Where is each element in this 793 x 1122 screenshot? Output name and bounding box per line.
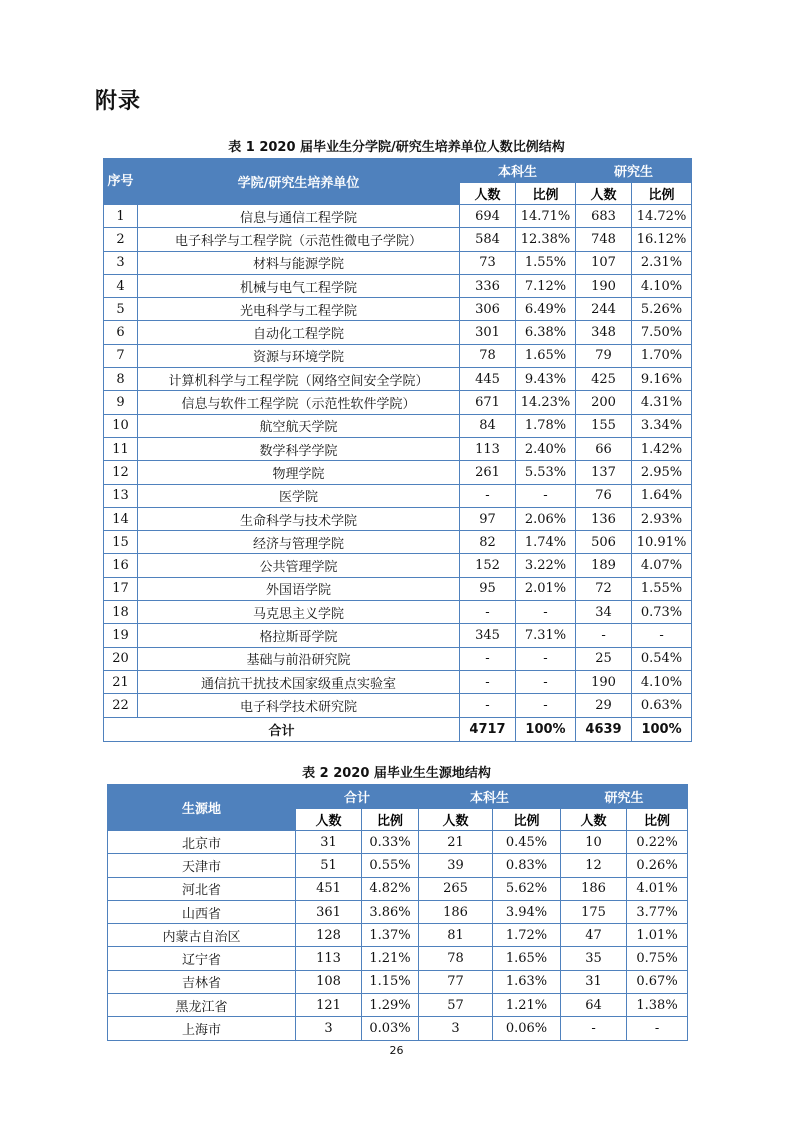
grad-count: 34	[576, 601, 632, 624]
grad-ratio: 1.55%	[632, 577, 692, 600]
ug-count: 81	[419, 924, 493, 947]
table-row	[104, 694, 692, 717]
table-row	[104, 461, 692, 484]
ug-ratio: 6.49%	[516, 298, 576, 321]
grad-ratio: -	[632, 624, 692, 647]
college-name: 经济与管理学院	[138, 531, 460, 554]
table2-caption: 表 2 2020 届毕业生生源地结构	[302, 766, 491, 781]
ug-ratio: 2.40%	[516, 437, 576, 460]
grad-ratio: 3.34%	[632, 414, 692, 437]
ug-ratio: 7.31%	[516, 624, 576, 647]
ug-ratio: 7.12%	[516, 274, 576, 297]
header-g-ratio: 比例	[632, 183, 692, 205]
grad-count: 200	[576, 391, 632, 414]
grad-ratio: 14.72%	[632, 205, 692, 228]
total-ratio: 1.21%	[362, 947, 419, 970]
table-row	[104, 344, 692, 367]
total-ratio: 1.29%	[362, 994, 419, 1017]
ug-ratio: 9.43%	[516, 368, 576, 391]
ug-count: 694	[460, 205, 516, 228]
grad-ratio: 9.16%	[632, 368, 692, 391]
grad-count: 155	[576, 414, 632, 437]
ug-count: 186	[419, 900, 493, 923]
grad-ratio: 4.10%	[632, 670, 692, 693]
grad-ratio: 0.22%	[627, 831, 688, 854]
row-index: 9	[104, 391, 138, 414]
grad-count: 72	[576, 577, 632, 600]
ug-ratio: 3.22%	[516, 554, 576, 577]
grad-count: 190	[576, 670, 632, 693]
row-index: 2	[104, 228, 138, 251]
table-row	[108, 877, 688, 900]
grad-ratio: 2.93%	[632, 507, 692, 530]
table-row	[104, 670, 692, 693]
ug-count: -	[460, 647, 516, 670]
college-name: 电子科学与工程学院（示范性微电子学院）	[138, 228, 460, 251]
ug-ratio: 2.06%	[516, 507, 576, 530]
total-g-count: 4639	[576, 717, 632, 741]
ug-count: 113	[460, 437, 516, 460]
table-row	[104, 601, 692, 624]
row-index: 13	[104, 484, 138, 507]
college-name: 机械与电气工程学院	[138, 274, 460, 297]
table-row	[104, 507, 692, 530]
grad-ratio: 16.12%	[632, 228, 692, 251]
ug-ratio: 3.94%	[493, 900, 561, 923]
grad-count: -	[576, 624, 632, 647]
ug-ratio: 14.71%	[516, 205, 576, 228]
ug-ratio: -	[516, 694, 576, 717]
table-row	[108, 994, 688, 1017]
ug-ratio: 12.38%	[516, 228, 576, 251]
total-count: 108	[296, 970, 362, 993]
grad-ratio: 0.54%	[632, 647, 692, 670]
ug-count: 445	[460, 368, 516, 391]
total-ratio: 1.37%	[362, 924, 419, 947]
header-grad: 研究生	[561, 785, 688, 809]
table1-college-distribution	[103, 158, 692, 742]
row-index: 1	[104, 205, 138, 228]
college-name: 信息与通信工程学院	[138, 205, 460, 228]
college-name: 光电科学与工程学院	[138, 298, 460, 321]
grad-count: 107	[576, 251, 632, 274]
grad-ratio: 2.31%	[632, 251, 692, 274]
ug-count: 152	[460, 554, 516, 577]
ug-ratio: 14.23%	[516, 391, 576, 414]
total-ug-ratio: 100%	[516, 717, 576, 741]
origin-name: 北京市	[108, 831, 296, 854]
ug-count: -	[460, 694, 516, 717]
college-name: 信息与软件工程学院（示范性软件学院）	[138, 391, 460, 414]
grad-count: 189	[576, 554, 632, 577]
ug-count: 78	[460, 344, 516, 367]
grad-ratio: 10.91%	[632, 531, 692, 554]
row-index: 4	[104, 274, 138, 297]
grad-ratio: 4.31%	[632, 391, 692, 414]
total-count: 51	[296, 854, 362, 877]
origin-name: 内蒙古自治区	[108, 924, 296, 947]
ug-count: 73	[460, 251, 516, 274]
total-count: 113	[296, 947, 362, 970]
row-index: 8	[104, 368, 138, 391]
total-ug-count: 4717	[460, 717, 516, 741]
table-row	[104, 624, 692, 647]
origin-name: 辽宁省	[108, 947, 296, 970]
ug-count: 78	[419, 947, 493, 970]
row-index: 15	[104, 531, 138, 554]
row-index: 20	[104, 647, 138, 670]
ug-ratio: 0.83%	[493, 854, 561, 877]
row-index: 14	[104, 507, 138, 530]
grad-ratio: -	[627, 1017, 688, 1040]
table-row	[104, 647, 692, 670]
origin-name: 河北省	[108, 877, 296, 900]
table2-origin-distribution	[107, 784, 688, 1041]
grad-ratio: 1.01%	[627, 924, 688, 947]
table-row	[104, 577, 692, 600]
ug-count: 39	[419, 854, 493, 877]
row-index: 3	[104, 251, 138, 274]
table-row	[104, 484, 692, 507]
grad-ratio: 4.07%	[632, 554, 692, 577]
ug-count: 3	[419, 1017, 493, 1040]
grad-ratio: 4.10%	[632, 274, 692, 297]
grad-count: 25	[576, 647, 632, 670]
header-g-count: 人数	[576, 183, 632, 205]
ug-ratio: -	[516, 484, 576, 507]
header-g-ratio: 比例	[627, 809, 688, 831]
ug-count: 21	[419, 831, 493, 854]
appendix-title: 附录	[95, 89, 142, 114]
origin-name: 上海市	[108, 1017, 296, 1040]
grad-count: 12	[561, 854, 627, 877]
header-ug-ratio: 比例	[493, 809, 561, 831]
college-name: 格拉斯哥学院	[138, 624, 460, 647]
table-row	[104, 251, 692, 274]
total-g-ratio: 100%	[632, 717, 692, 741]
grad-ratio: 0.67%	[627, 970, 688, 993]
grad-count: 425	[576, 368, 632, 391]
ug-count: 584	[460, 228, 516, 251]
ug-count: -	[460, 484, 516, 507]
ug-ratio: -	[516, 647, 576, 670]
header-index: 序号	[104, 159, 138, 205]
page-number: 26	[389, 1044, 404, 1057]
ug-count: 306	[460, 298, 516, 321]
total-ratio: 0.55%	[362, 854, 419, 877]
total-count: 121	[296, 994, 362, 1017]
ug-count: 261	[460, 461, 516, 484]
grad-ratio: 1.42%	[632, 437, 692, 460]
grad-count: 186	[561, 877, 627, 900]
ug-count: 97	[460, 507, 516, 530]
ug-count: -	[460, 670, 516, 693]
college-name: 资源与环境学院	[138, 344, 460, 367]
grad-ratio: 7.50%	[632, 321, 692, 344]
college-name: 通信抗干扰技术国家级重点实验室	[138, 670, 460, 693]
college-name: 基础与前沿研究院	[138, 647, 460, 670]
row-index: 10	[104, 414, 138, 437]
header-total: 合计	[296, 785, 419, 809]
grad-ratio: 3.77%	[627, 900, 688, 923]
ug-count: 301	[460, 321, 516, 344]
college-name: 材料与能源学院	[138, 251, 460, 274]
grad-count: 29	[576, 694, 632, 717]
grad-ratio: 0.73%	[632, 601, 692, 624]
header-ug-ratio: 比例	[516, 183, 576, 205]
ug-ratio: -	[516, 601, 576, 624]
ug-count: 82	[460, 531, 516, 554]
row-index: 7	[104, 344, 138, 367]
row-index: 5	[104, 298, 138, 321]
ug-count: 671	[460, 391, 516, 414]
college-name: 马克思主义学院	[138, 601, 460, 624]
college-name: 物理学院	[138, 461, 460, 484]
table-row	[104, 437, 692, 460]
total-count: 128	[296, 924, 362, 947]
ug-ratio: -	[516, 670, 576, 693]
college-name: 医学院	[138, 484, 460, 507]
table-row	[104, 321, 692, 344]
row-index: 6	[104, 321, 138, 344]
ug-count: 77	[419, 970, 493, 993]
row-index: 18	[104, 601, 138, 624]
ug-ratio: 1.72%	[493, 924, 561, 947]
ug-count: 95	[460, 577, 516, 600]
table-row	[108, 854, 688, 877]
row-index: 21	[104, 670, 138, 693]
grad-ratio: 0.75%	[627, 947, 688, 970]
ug-ratio: 1.21%	[493, 994, 561, 1017]
ug-count: -	[460, 601, 516, 624]
ug-count: 57	[419, 994, 493, 1017]
table-row	[104, 531, 692, 554]
ug-ratio: 1.55%	[516, 251, 576, 274]
grad-count: 244	[576, 298, 632, 321]
college-name: 计算机科学与工程学院（网络空间安全学院）	[138, 368, 460, 391]
header-unit: 学院/研究生培养单位	[138, 159, 460, 205]
total-ratio: 3.86%	[362, 900, 419, 923]
table-row	[108, 900, 688, 923]
ug-ratio: 0.06%	[493, 1017, 561, 1040]
row-index: 19	[104, 624, 138, 647]
table-row	[104, 298, 692, 321]
row-index: 16	[104, 554, 138, 577]
total-ratio: 0.33%	[362, 831, 419, 854]
header-ug-count: 人数	[460, 183, 516, 205]
total-count: 361	[296, 900, 362, 923]
ug-ratio: 1.78%	[516, 414, 576, 437]
total-count: 451	[296, 877, 362, 900]
table-row	[104, 391, 692, 414]
ug-ratio: 1.65%	[493, 947, 561, 970]
header-g-count: 人数	[561, 809, 627, 831]
grad-count: 31	[561, 970, 627, 993]
grad-count: 748	[576, 228, 632, 251]
ug-ratio: 5.53%	[516, 461, 576, 484]
grad-count: -	[561, 1017, 627, 1040]
grad-count: 175	[561, 900, 627, 923]
table-row	[104, 228, 692, 251]
ug-ratio: 1.63%	[493, 970, 561, 993]
grad-ratio: 1.64%	[632, 484, 692, 507]
grad-count: 66	[576, 437, 632, 460]
grad-ratio: 4.01%	[627, 877, 688, 900]
ug-ratio: 1.65%	[516, 344, 576, 367]
grad-count: 190	[576, 274, 632, 297]
header-t-ratio: 比例	[362, 809, 419, 831]
grad-ratio: 1.70%	[632, 344, 692, 367]
college-name: 数学科学学院	[138, 437, 460, 460]
grad-count: 683	[576, 205, 632, 228]
grad-ratio: 2.95%	[632, 461, 692, 484]
college-name: 自动化工程学院	[138, 321, 460, 344]
grad-count: 79	[576, 344, 632, 367]
table1-caption: 表 1 2020 届毕业生分学院/研究生培养单位人数比例结构	[228, 140, 565, 155]
ug-count: 336	[460, 274, 516, 297]
origin-name: 黑龙江省	[108, 994, 296, 1017]
grad-count: 10	[561, 831, 627, 854]
table-row	[104, 274, 692, 297]
table-row	[104, 368, 692, 391]
ug-ratio: 5.62%	[493, 877, 561, 900]
college-name: 外国语学院	[138, 577, 460, 600]
total-label: 合计	[104, 717, 460, 741]
grad-ratio: 0.63%	[632, 694, 692, 717]
grad-ratio: 5.26%	[632, 298, 692, 321]
row-index: 12	[104, 461, 138, 484]
row-index: 11	[104, 437, 138, 460]
ug-count: 345	[460, 624, 516, 647]
total-ratio: 1.15%	[362, 970, 419, 993]
grad-count: 348	[576, 321, 632, 344]
college-name: 公共管理学院	[138, 554, 460, 577]
ug-count: 84	[460, 414, 516, 437]
ug-ratio: 1.74%	[516, 531, 576, 554]
table-row	[108, 924, 688, 947]
ug-count: 265	[419, 877, 493, 900]
ug-ratio: 0.45%	[493, 831, 561, 854]
table-row	[108, 947, 688, 970]
table-row	[104, 554, 692, 577]
header-undergrad: 本科生	[460, 159, 576, 183]
grad-count: 64	[561, 994, 627, 1017]
ug-ratio: 6.38%	[516, 321, 576, 344]
origin-name: 山西省	[108, 900, 296, 923]
total-ratio: 4.82%	[362, 877, 419, 900]
grad-count: 76	[576, 484, 632, 507]
table-row	[108, 831, 688, 854]
grad-count: 137	[576, 461, 632, 484]
grad-count: 136	[576, 507, 632, 530]
college-name: 电子科学技术研究院	[138, 694, 460, 717]
total-count: 31	[296, 831, 362, 854]
total-ratio: 0.03%	[362, 1017, 419, 1040]
college-name: 航空航天学院	[138, 414, 460, 437]
college-name: 生命科学与技术学院	[138, 507, 460, 530]
header-origin: 生源地	[108, 785, 296, 831]
grad-count: 47	[561, 924, 627, 947]
origin-name: 吉林省	[108, 970, 296, 993]
header-undergrad: 本科生	[419, 785, 561, 809]
row-index: 22	[104, 694, 138, 717]
table-row	[104, 414, 692, 437]
table-row	[108, 970, 688, 993]
ug-ratio: 2.01%	[516, 577, 576, 600]
grad-ratio: 1.38%	[627, 994, 688, 1017]
grad-count: 506	[576, 531, 632, 554]
origin-name: 天津市	[108, 854, 296, 877]
total-count: 3	[296, 1017, 362, 1040]
header-t-count: 人数	[296, 809, 362, 831]
table-row	[104, 205, 692, 228]
header-grad: 研究生	[576, 159, 692, 183]
header-ug-count: 人数	[419, 809, 493, 831]
row-index: 17	[104, 577, 138, 600]
grad-count: 35	[561, 947, 627, 970]
table-row	[108, 1017, 688, 1040]
grad-ratio: 0.26%	[627, 854, 688, 877]
